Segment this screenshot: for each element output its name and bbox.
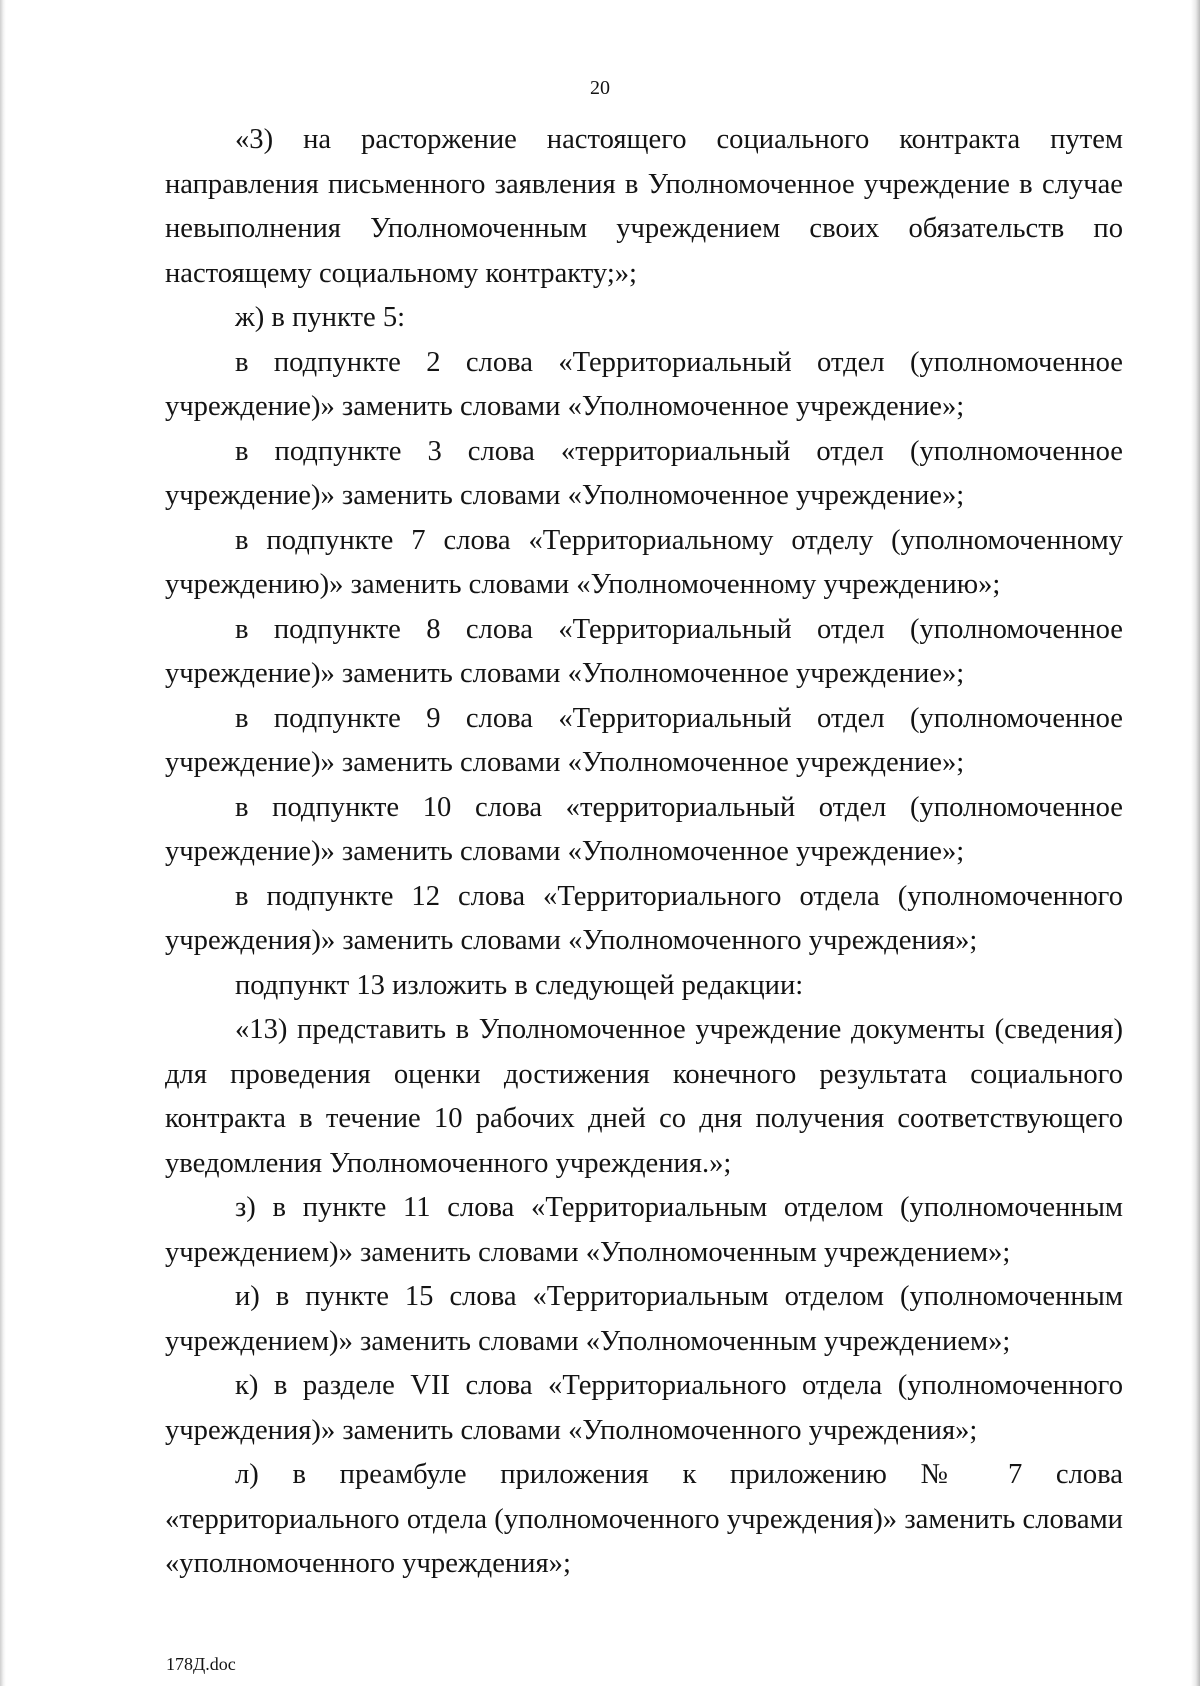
scan-edge-right [1191,0,1200,1686]
paragraph-subitem-13-text: «13) представить в Уполномоченное учреждение документы (сведения) для проведения оценки достижения конечного результата социального контракта в течение 10 рабочих дней со дня получения соответствующего уведомления Уполномоченного учреждения.»; [165,1014,1123,1179]
scan-edge-left [0,0,6,1686]
paragraph-item-i: и) в пункте 15 слова «Территориальным отделом (уполномоченным учреждением)» заменить словами «Уполномоченным учреждением»; [165,1281,1123,1357]
page-number: 20 [590,77,610,99]
paragraph-subitem-9: в подпункте 9 слова «Территориальный отдел (уполномоченное учреждение)» заменить словами «Уполномоченное учреждение»; [165,702,1123,778]
paragraph-item-zh: ж) в пункте 5: [235,302,406,333]
paragraph-item-l: л) в преамбуле приложения к приложению № 7 слова «территориального отдела (уполномоченного учреждения)» заменить словами «уполномоченного учреждения»; [165,1459,1123,1579]
paragraph-contract-termination: «3) на расторжение настоящего социального контракта путем направления письменного заявления в Уполномоченное учреждение в случае невыполнения Уполномоченным учреждением своих обязательств по настоящему социальному контракту;»; [165,124,1123,289]
paragraph-subitem-3: в подпункте 3 слова «территориальный отдел (уполномоченное учреждение)» заменить словами «Уполномоченное учреждение»; [165,435,1123,511]
document-body [165,118,1123,1587]
paragraph-subitem-8: в подпункте 8 слова «Территориальный отдел (уполномоченное учреждение)» заменить словами «Уполномоченное учреждение»; [165,613,1123,689]
paragraph-subitem-12: в подпункте 12 слова «Территориального отдела (уполномоченного учреждения)» заменить словами «Уполномоченного учреждения»; [165,880,1123,956]
document-filename: 178Д.doc [166,1654,236,1674]
paragraph-subitem-2: в подпункте 2 слова «Территориальный отдел (уполномоченное учреждение)» заменить словами «Уполномоченное учреждение»; [165,346,1123,422]
paragraph-subitem-10: в подпункте 10 слова «территориальный отдел (уполномоченное учреждение)» заменить словами «Уполномоченное учреждение»; [165,791,1123,867]
paragraph-subitem-13-intro: подпункт 13 изложить в следующей редакции: [235,969,804,1001]
paragraph-subitem-7: в подпункте 7 слова «Территориальному отделу (уполномоченному учреждению)» заменить словами «Уполномоченному учреждению»; [165,524,1123,600]
paragraph-item-k: к) в разделе VII слова «Территориального отдела (уполномоченного учреждения)» заменить словами «Уполномоченного учреждения»; [165,1370,1123,1446]
paragraph-item-z: з) в пункте 11 слова «Территориальным отделом (уполномоченным учреждением)» заменить словами «Уполномоченным учреждением»; [165,1192,1123,1268]
